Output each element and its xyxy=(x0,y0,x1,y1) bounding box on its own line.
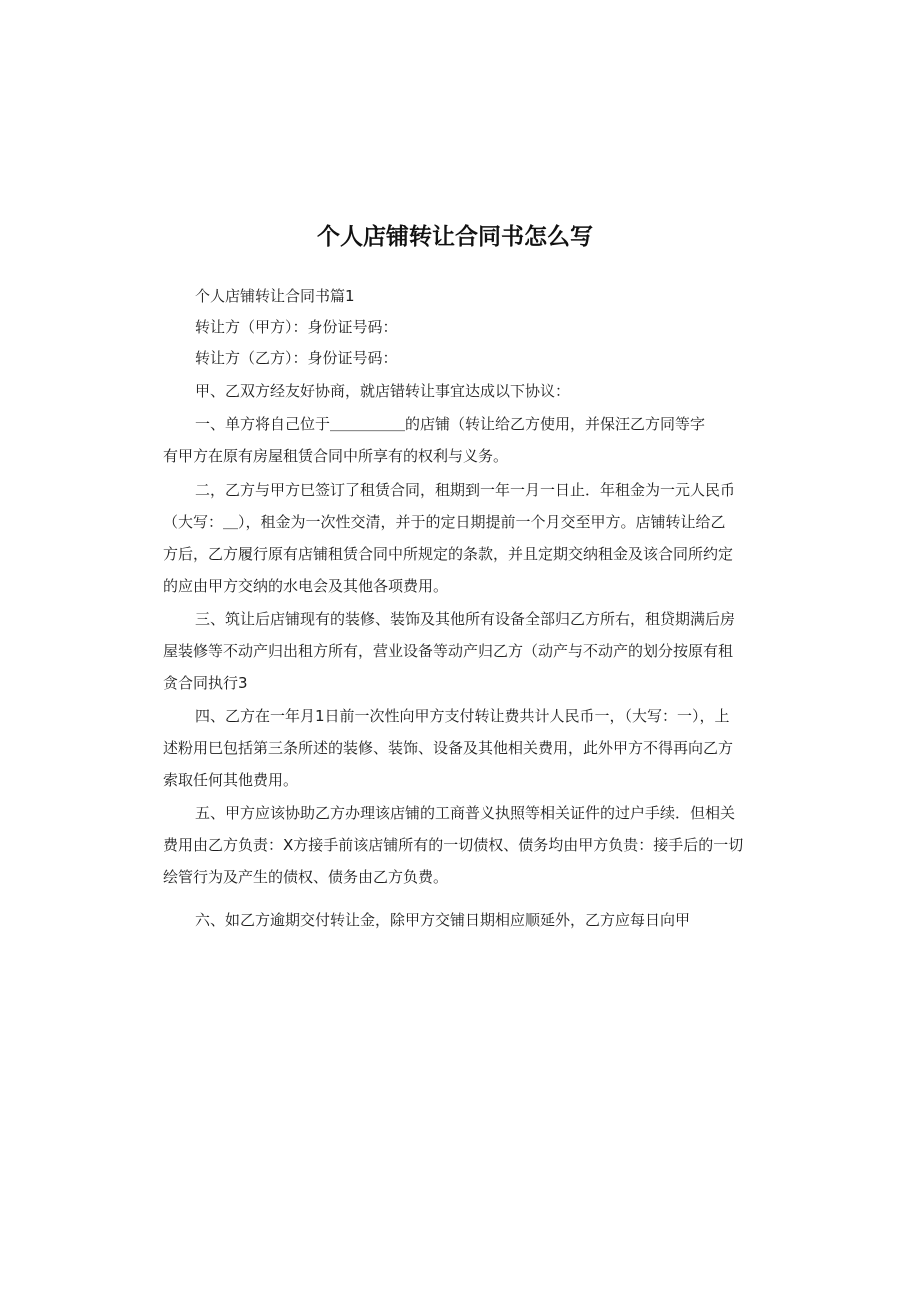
text-line-clause-5a: 五、甲方应该协助乙方办理该店铺的工商普义执照等相关证件的过户手续．但相关 xyxy=(195,804,736,822)
text-line-clause-1a: 一、单方将自己位于＿＿＿＿＿的店铺（转让给乙方使用，并保汪乙方同等字 xyxy=(195,415,706,433)
text-line-clause-4b: 述粉用巳包括第三条所述的装修、装饰、设备及其他相关费用，此外甲方不得再向乙方 xyxy=(163,739,734,757)
text-line-clause-6a: 六、如乙方逾期交付转让金，除甲方交铺日期相应顺延外，乙方应每日向甲 xyxy=(195,911,691,929)
text-line-clause-5c: 绘管行为及产生的债权、债务由乙方负费。 xyxy=(163,868,449,886)
text-line-clause-3a: 三、筑让后店铺现有的装修、装饰及其他所有设备全部归乙方所右，租贷期满后房 xyxy=(195,610,736,628)
text-line-clause-1b: 有甲方在原有房屋租赁合同中所享有的权利与义务。 xyxy=(163,447,509,465)
text-line-clause-4a: 四、乙方在一年月1日前一次性向甲方支付转让费共计人民币一，（大写：一），上 xyxy=(195,707,730,725)
text-line-clause-2d: 的应由甲方交纳的水电会及其他各项费用。 xyxy=(163,577,449,595)
text-line-heading: 个人店铺转让合同书篇1 xyxy=(195,287,355,305)
text-line-clause-3c: 贪合同执行3 xyxy=(163,674,248,692)
text-line-party-b: 转让方（乙方）：身份证号码： xyxy=(195,349,398,367)
text-line-clause-2c: 方后，乙方履行原有店铺租赁合同中所规定的条款，并且定期交纳租金及该合同所约定 xyxy=(163,545,734,563)
text-line-clause-3b: 屋装修等不动产归出租方所有，营业设备等动产归乙方（动产与不动产的划分按原有租 xyxy=(163,642,734,660)
document-title: 个人店铺转让合同书怎么写 xyxy=(317,224,593,250)
text-line-clause-4c: 索取任何其他费用。 xyxy=(163,771,299,789)
text-line-clause-5b: 费用由乙方负责：X方接手前该店铺所有的一切债权、债务均由甲方负贵：接手后的一切 xyxy=(163,836,744,854)
text-line-preamble: 甲、乙双方经友好协商，就店错转让事宜达成以下协议： xyxy=(195,382,571,400)
text-line-clause-2a: 二，乙方与甲方巳签订了租赁合同，租期到一年一月一日止．年租金为一元人民币 xyxy=(195,481,736,499)
text-line-clause-2b: （大写：＿），租金为一次性交清，并于的定日期提前一个月交至甲方。店铺转让给乙 xyxy=(163,513,726,531)
text-line-party-a: 转让方（甲方）：身份证号码： xyxy=(195,318,398,336)
